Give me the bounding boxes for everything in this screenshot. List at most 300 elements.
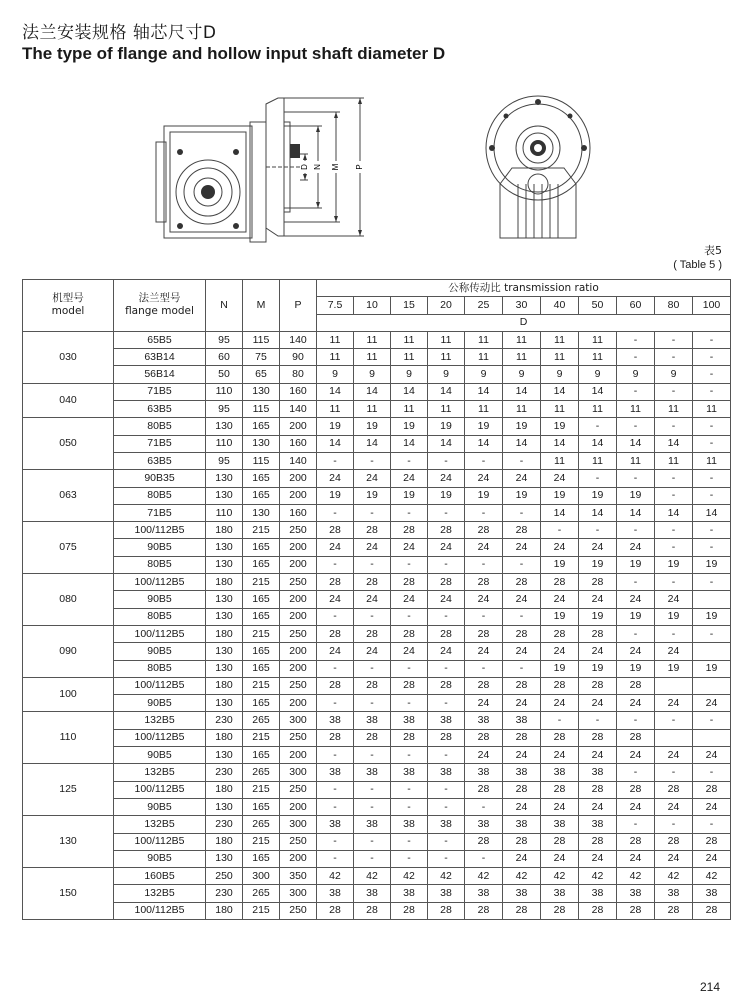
- d-cell: 28: [465, 574, 503, 591]
- d-cell: 38: [503, 885, 541, 902]
- p-cell: 200: [280, 798, 317, 815]
- d-cell: -: [617, 383, 655, 400]
- d-cell: -: [503, 452, 541, 469]
- table-row: [23, 487, 731, 504]
- d-cell: 28: [503, 833, 541, 850]
- table-row: [23, 643, 731, 660]
- header-ratio: 20: [428, 297, 465, 314]
- d-cell: -: [693, 366, 731, 383]
- table-row: [23, 816, 731, 833]
- d-cell: 24: [617, 695, 655, 712]
- d-cell: 19: [655, 556, 693, 573]
- d-cell: 28: [617, 781, 655, 798]
- flange-cell: 132B5: [114, 885, 206, 902]
- table-row: [23, 885, 731, 902]
- d-cell: 38: [354, 816, 391, 833]
- table-row: [23, 470, 731, 487]
- d-cell: 38: [465, 885, 503, 902]
- n-cell: 130: [206, 850, 243, 867]
- d-cell: 28: [465, 729, 503, 746]
- flange-cell: 90B5: [114, 798, 206, 815]
- table-row: [23, 695, 731, 712]
- table-row: [23, 747, 731, 764]
- d-cell: 14: [693, 504, 731, 521]
- d-cell: 11: [354, 401, 391, 418]
- table-caption-cn: 表5: [704, 244, 722, 257]
- d-cell: -: [655, 418, 693, 435]
- d-cell: -: [579, 522, 617, 539]
- d-cell: 28: [503, 625, 541, 642]
- d-cell: 38: [428, 816, 465, 833]
- d-cell: -: [541, 522, 579, 539]
- d-cell: -: [317, 660, 354, 677]
- p-cell: 300: [280, 816, 317, 833]
- d-cell: 24: [693, 798, 731, 815]
- table-row: [23, 574, 731, 591]
- d-cell: 19: [541, 487, 579, 504]
- m-cell: 265: [243, 764, 280, 781]
- n-cell: 180: [206, 729, 243, 746]
- d-cell: 11: [541, 452, 579, 469]
- flange-cell: 100/112B5: [114, 729, 206, 746]
- d-cell: -: [428, 660, 465, 677]
- d-cell: 38: [579, 885, 617, 902]
- p-cell: 250: [280, 522, 317, 539]
- d-cell: -: [503, 504, 541, 521]
- d-cell: -: [693, 816, 731, 833]
- m-cell: 265: [243, 712, 280, 729]
- table-row: [23, 833, 731, 850]
- p-cell: 250: [280, 833, 317, 850]
- d-cell: 24: [579, 643, 617, 660]
- d-cell: -: [391, 850, 428, 867]
- n-cell: 130: [206, 660, 243, 677]
- d-cell: 28: [617, 902, 655, 919]
- table-row: [23, 522, 731, 539]
- d-cell: 11: [693, 452, 731, 469]
- d-cell: 19: [579, 660, 617, 677]
- d-cell: 14: [354, 383, 391, 400]
- flange-cell: 71B5: [114, 504, 206, 521]
- d-cell: -: [354, 747, 391, 764]
- d-cell: 24: [655, 695, 693, 712]
- n-cell: 130: [206, 487, 243, 504]
- d-cell: 24: [617, 798, 655, 815]
- n-cell: 180: [206, 522, 243, 539]
- table-caption: [673, 244, 722, 272]
- d-cell: 24: [317, 470, 354, 487]
- header-ratio: 100: [693, 297, 731, 314]
- m-cell: 265: [243, 816, 280, 833]
- m-cell: 265: [243, 885, 280, 902]
- d-cell: 24: [465, 747, 503, 764]
- d-cell: -: [617, 816, 655, 833]
- model-cell: 080: [23, 574, 114, 626]
- d-cell: -: [428, 556, 465, 573]
- d-cell: 38: [541, 885, 579, 902]
- d-cell: 38: [428, 712, 465, 729]
- flange-cell: 63B14: [114, 349, 206, 366]
- d-cell: 11: [354, 331, 391, 348]
- flange-cell: 100/112B5: [114, 902, 206, 919]
- d-cell: 19: [541, 418, 579, 435]
- m-cell: 130: [243, 504, 280, 521]
- model-cell: 150: [23, 868, 114, 920]
- d-cell: 38: [503, 816, 541, 833]
- d-cell: 14: [579, 504, 617, 521]
- d-cell: 11: [617, 452, 655, 469]
- d-cell: 28: [391, 574, 428, 591]
- n-cell: 130: [206, 591, 243, 608]
- d-cell: 28: [541, 902, 579, 919]
- n-cell: 230: [206, 816, 243, 833]
- d-cell: -: [391, 660, 428, 677]
- header-ratio: 40: [541, 297, 579, 314]
- d-cell: 19: [354, 487, 391, 504]
- d-cell: -: [317, 850, 354, 867]
- d-cell: -: [391, 747, 428, 764]
- d-cell: 38: [617, 885, 655, 902]
- d-cell: -: [503, 660, 541, 677]
- d-cell: 19: [541, 608, 579, 625]
- m-cell: 215: [243, 574, 280, 591]
- p-cell: 350: [280, 868, 317, 885]
- d-cell: 24: [317, 539, 354, 556]
- d-cell: -: [354, 556, 391, 573]
- d-cell: 28: [579, 677, 617, 694]
- flange-cell: 65B5: [114, 331, 206, 348]
- d-cell: 38: [503, 712, 541, 729]
- d-cell: 19: [655, 608, 693, 625]
- d-cell: 19: [579, 608, 617, 625]
- d-cell: 28: [428, 625, 465, 642]
- header-n: N: [206, 280, 243, 332]
- d-cell: 24: [541, 591, 579, 608]
- d-cell: 24: [693, 747, 731, 764]
- d-cell: -: [617, 331, 655, 348]
- d-cell: 24: [354, 643, 391, 660]
- d-cell: 11: [617, 401, 655, 418]
- d-cell: 28: [317, 625, 354, 642]
- d-cell: -: [391, 695, 428, 712]
- d-cell: 42: [579, 868, 617, 885]
- d-cell: 24: [503, 643, 541, 660]
- p-cell: 300: [280, 712, 317, 729]
- d-cell: 28: [317, 902, 354, 919]
- d-cell: 38: [428, 885, 465, 902]
- d-cell: 11: [655, 401, 693, 418]
- d-cell: 38: [541, 816, 579, 833]
- d-cell: 19: [579, 487, 617, 504]
- table-row: [23, 764, 731, 781]
- d-cell: -: [655, 574, 693, 591]
- d-cell: 24: [317, 643, 354, 660]
- d-cell: 11: [579, 331, 617, 348]
- d-cell: 24: [465, 643, 503, 660]
- d-cell: 42: [317, 868, 354, 885]
- n-cell: 180: [206, 574, 243, 591]
- d-cell: -: [693, 522, 731, 539]
- d-cell: 14: [541, 435, 579, 452]
- n-cell: 180: [206, 625, 243, 642]
- d-cell: 38: [354, 885, 391, 902]
- d-cell: 14: [428, 383, 465, 400]
- header-ratio: 50: [579, 297, 617, 314]
- m-cell: 215: [243, 729, 280, 746]
- p-cell: 300: [280, 764, 317, 781]
- d-cell: 28: [465, 902, 503, 919]
- d-cell: -: [617, 574, 655, 591]
- d-cell: [655, 729, 693, 746]
- d-cell: [693, 729, 731, 746]
- d-cell: 28: [465, 833, 503, 850]
- m-cell: 130: [243, 383, 280, 400]
- d-cell: -: [465, 452, 503, 469]
- d-cell: 19: [503, 418, 541, 435]
- d-cell: 28: [465, 781, 503, 798]
- p-cell: 200: [280, 418, 317, 435]
- d-cell: 14: [317, 383, 354, 400]
- d-cell: -: [317, 781, 354, 798]
- table-caption-en: ( Table 5 ): [673, 259, 722, 271]
- d-cell: 28: [503, 677, 541, 694]
- flange-cell: 132B5: [114, 764, 206, 781]
- d-cell: 24: [541, 643, 579, 660]
- m-cell: 165: [243, 798, 280, 815]
- m-cell: 115: [243, 452, 280, 469]
- d-cell: 24: [655, 798, 693, 815]
- table-row: [23, 331, 731, 348]
- d-cell: 28: [579, 729, 617, 746]
- m-cell: 215: [243, 781, 280, 798]
- d-cell: 14: [317, 435, 354, 452]
- p-cell: 200: [280, 660, 317, 677]
- flange-cell: 63B5: [114, 401, 206, 418]
- d-cell: 28: [354, 625, 391, 642]
- d-cell: -: [655, 383, 693, 400]
- gearbox-front-view-drawing: [478, 88, 598, 260]
- d-cell: 19: [617, 608, 655, 625]
- flange-cell: 132B5: [114, 712, 206, 729]
- d-cell: -: [579, 712, 617, 729]
- d-cell: -: [579, 470, 617, 487]
- d-cell: 24: [655, 643, 693, 660]
- d-cell: 38: [317, 885, 354, 902]
- n-cell: 130: [206, 695, 243, 712]
- d-cell: 28: [428, 522, 465, 539]
- d-cell: 42: [693, 868, 731, 885]
- d-cell: -: [503, 556, 541, 573]
- flange-cell: 90B5: [114, 695, 206, 712]
- d-cell: 28: [655, 833, 693, 850]
- header-model-cn: 机型号: [52, 292, 84, 305]
- d-cell: 19: [428, 487, 465, 504]
- d-cell: 38: [428, 764, 465, 781]
- d-cell: 24: [465, 695, 503, 712]
- d-cell: -: [655, 539, 693, 556]
- d-cell: 24: [465, 539, 503, 556]
- flange-cell: 100/112B5: [114, 522, 206, 539]
- n-cell: 95: [206, 452, 243, 469]
- dim-label-n: N: [313, 164, 323, 170]
- m-cell: 165: [243, 608, 280, 625]
- d-cell: 38: [391, 712, 428, 729]
- d-cell: [693, 677, 731, 694]
- header-ratio: 25: [465, 297, 503, 314]
- d-cell: -: [465, 504, 503, 521]
- d-cell: 19: [617, 487, 655, 504]
- d-cell: -: [655, 625, 693, 642]
- d-cell: 11: [655, 452, 693, 469]
- d-cell: 19: [541, 556, 579, 573]
- d-cell: -: [354, 781, 391, 798]
- d-cell: 19: [541, 660, 579, 677]
- n-cell: 130: [206, 608, 243, 625]
- d-cell: 14: [465, 435, 503, 452]
- d-cell: -: [655, 349, 693, 366]
- d-cell: 24: [541, 798, 579, 815]
- d-cell: 24: [655, 747, 693, 764]
- d-cell: 9: [655, 366, 693, 383]
- n-cell: 180: [206, 781, 243, 798]
- d-cell: -: [655, 816, 693, 833]
- d-cell: 11: [391, 401, 428, 418]
- d-cell: 28: [503, 522, 541, 539]
- d-cell: 19: [617, 556, 655, 573]
- d-cell: 24: [579, 850, 617, 867]
- header-ratio: 80: [655, 297, 693, 314]
- d-cell: 28: [541, 574, 579, 591]
- d-cell: 11: [465, 349, 503, 366]
- d-cell: 42: [391, 868, 428, 885]
- m-cell: 115: [243, 331, 280, 348]
- d-cell: -: [428, 747, 465, 764]
- d-cell: 28: [541, 625, 579, 642]
- p-cell: 200: [280, 695, 317, 712]
- d-cell: 19: [465, 418, 503, 435]
- page-title-english: The type of flange and hollow input shaft diameter D: [22, 44, 446, 63]
- d-cell: -: [317, 695, 354, 712]
- n-cell: 130: [206, 643, 243, 660]
- n-cell: 130: [206, 470, 243, 487]
- table-row: [23, 556, 731, 573]
- d-cell: 42: [428, 868, 465, 885]
- m-cell: 165: [243, 643, 280, 660]
- d-cell: -: [617, 625, 655, 642]
- d-cell: -: [693, 470, 731, 487]
- d-cell: -: [693, 331, 731, 348]
- d-cell: 9: [317, 366, 354, 383]
- d-cell: 9: [391, 366, 428, 383]
- table-row: [23, 798, 731, 815]
- d-cell: 11: [428, 349, 465, 366]
- d-cell: 24: [579, 798, 617, 815]
- table-row: [23, 712, 731, 729]
- table-row: [23, 349, 731, 366]
- d-cell: -: [465, 798, 503, 815]
- d-cell: 14: [655, 504, 693, 521]
- n-cell: 130: [206, 798, 243, 815]
- flange-cell: 56B14: [114, 366, 206, 383]
- d-cell: 28: [579, 574, 617, 591]
- d-cell: 28: [465, 522, 503, 539]
- d-cell: 19: [693, 608, 731, 625]
- d-cell: 28: [317, 729, 354, 746]
- d-cell: 28: [693, 833, 731, 850]
- m-cell: 65: [243, 366, 280, 383]
- n-cell: 230: [206, 764, 243, 781]
- d-cell: 14: [503, 435, 541, 452]
- d-cell: -: [617, 764, 655, 781]
- model-cell: 130: [23, 816, 114, 868]
- m-cell: 165: [243, 660, 280, 677]
- d-cell: 11: [541, 401, 579, 418]
- m-cell: 165: [243, 556, 280, 573]
- p-cell: 200: [280, 470, 317, 487]
- d-cell: 42: [465, 868, 503, 885]
- d-cell: -: [465, 850, 503, 867]
- table-row: [23, 504, 731, 521]
- d-cell: -: [655, 522, 693, 539]
- model-cell: 125: [23, 764, 114, 816]
- d-cell: 24: [391, 470, 428, 487]
- d-cell: 28: [465, 677, 503, 694]
- flange-shaft-table: [22, 279, 731, 920]
- n-cell: 230: [206, 712, 243, 729]
- d-cell: 28: [503, 781, 541, 798]
- d-cell: 28: [617, 677, 655, 694]
- d-cell: 28: [428, 902, 465, 919]
- d-cell: 38: [354, 712, 391, 729]
- d-cell: -: [617, 522, 655, 539]
- d-cell: 9: [579, 366, 617, 383]
- model-cell: 050: [23, 418, 114, 470]
- n-cell: 130: [206, 539, 243, 556]
- d-cell: -: [428, 695, 465, 712]
- m-cell: 300: [243, 868, 280, 885]
- header-ratio: 60: [617, 297, 655, 314]
- d-cell: 19: [693, 556, 731, 573]
- d-cell: 38: [465, 816, 503, 833]
- d-cell: 19: [617, 660, 655, 677]
- flange-cell: 80B5: [114, 660, 206, 677]
- flange-cell: 80B5: [114, 556, 206, 573]
- d-cell: 28: [465, 625, 503, 642]
- d-cell: 24: [503, 591, 541, 608]
- d-cell: -: [541, 712, 579, 729]
- table-row: [23, 435, 731, 452]
- d-cell: -: [579, 418, 617, 435]
- d-cell: -: [655, 331, 693, 348]
- d-cell: 28: [579, 781, 617, 798]
- d-cell: 24: [428, 539, 465, 556]
- d-cell: 38: [465, 764, 503, 781]
- p-cell: 250: [280, 902, 317, 919]
- p-cell: 160: [280, 435, 317, 452]
- d-cell: 28: [541, 729, 579, 746]
- d-cell: 24: [655, 591, 693, 608]
- flange-cell: 80B5: [114, 418, 206, 435]
- d-cell: -: [391, 608, 428, 625]
- d-cell: 28: [391, 902, 428, 919]
- flange-cell: 100/112B5: [114, 781, 206, 798]
- flange-cell: 160B5: [114, 868, 206, 885]
- d-cell: 28: [317, 574, 354, 591]
- p-cell: 140: [280, 452, 317, 469]
- flange-cell: 90B35: [114, 470, 206, 487]
- model-cell: 040: [23, 383, 114, 418]
- d-cell: -: [693, 712, 731, 729]
